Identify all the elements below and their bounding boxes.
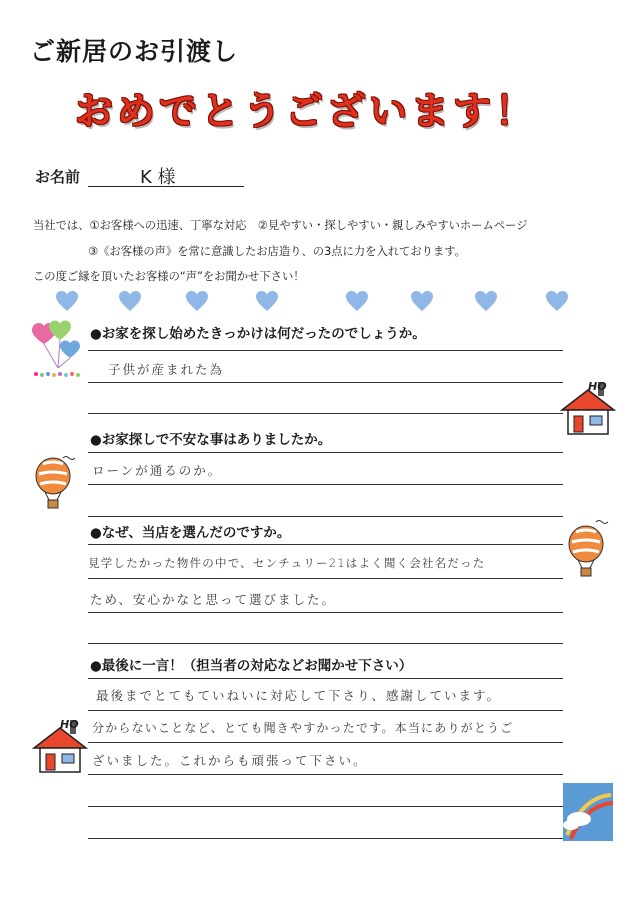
name-value: K 様	[140, 167, 176, 188]
heart-icon	[545, 290, 569, 312]
heart-icon	[118, 290, 142, 312]
heart-icon	[55, 290, 79, 312]
answer-line	[88, 710, 563, 711]
answer-line	[88, 578, 563, 579]
answer-line	[88, 612, 563, 613]
house-icon	[558, 380, 618, 440]
question-4-answer-2: 分からないことなど、とても聞きやすかったです。本当にありがとうご	[92, 721, 514, 735]
intro-line-1: 当社では、①お客様への迅速、丁寧な対応 ②見やすい・探しやすい・親しみやすいホームページ	[33, 219, 528, 232]
question-2-answer-1: ローンが通るのか。	[92, 463, 223, 478]
heart-balloons-icon	[30, 318, 86, 380]
name-underline	[88, 186, 244, 187]
heart-icon	[185, 290, 209, 312]
house-sign: HO	[60, 718, 79, 731]
heart-icon	[474, 290, 498, 312]
answer-line	[88, 806, 563, 807]
question-3-answer-1: 見学したかった物件の中で、センチュリー21はよく聞く会社名だった	[88, 556, 486, 570]
answer-line	[88, 413, 563, 414]
question-2-text: ●お家探しで不安な事はありましたか。	[90, 432, 332, 448]
heading-congrats-subtitle: ご新居のお引渡し	[30, 37, 239, 66]
answer-line	[88, 516, 563, 517]
answer-line	[88, 452, 563, 453]
intro-line-3: この度ご縁を頂いたお客様の“声”をお聞かせ下さい！	[33, 270, 305, 283]
name-label: お名前	[35, 168, 81, 186]
heart-icon	[345, 290, 369, 312]
heart-icon	[410, 290, 434, 312]
answer-line	[88, 484, 563, 485]
answer-line	[88, 678, 563, 679]
answer-line	[88, 382, 563, 383]
answer-line	[88, 350, 563, 351]
answer-line	[88, 643, 563, 644]
question-3-answer-2: ため、安心かなと思って選びました。	[90, 592, 337, 607]
question-1-text: ●お家を探し始めたきっかけは何だったのでしょうか。	[90, 326, 426, 342]
answer-line	[88, 774, 563, 775]
intro-line-2: ③《お客様の声》を常に意識したお店造り、の3点に力を入れております。	[88, 245, 466, 258]
question-1-answer-1: 子供が産まれた為	[108, 362, 225, 377]
question-4-answer-1: 最後までとてもていねいに対応して下さり、感謝しています。	[96, 688, 502, 703]
hot-air-balloon-icon	[566, 518, 610, 580]
rainbow-cloud-icon	[563, 783, 613, 841]
answer-line	[88, 838, 563, 839]
heart-icon	[255, 290, 279, 312]
answer-line	[88, 544, 563, 545]
question-4-text: ●最後に一言！（担当者の対応などお聞かせ下さい）	[90, 658, 413, 674]
question-3-text: ●なぜ、当店を選んだのですか。	[90, 525, 291, 541]
hot-air-balloon-icon	[33, 454, 75, 512]
house-icon	[30, 718, 90, 778]
heading-congrats-title: おめでとうございます！	[75, 89, 538, 133]
house-sign: HO	[588, 380, 607, 393]
answer-line	[88, 742, 563, 743]
question-4-answer-3: ざいました。これからも頑張って下さい。	[92, 753, 368, 768]
